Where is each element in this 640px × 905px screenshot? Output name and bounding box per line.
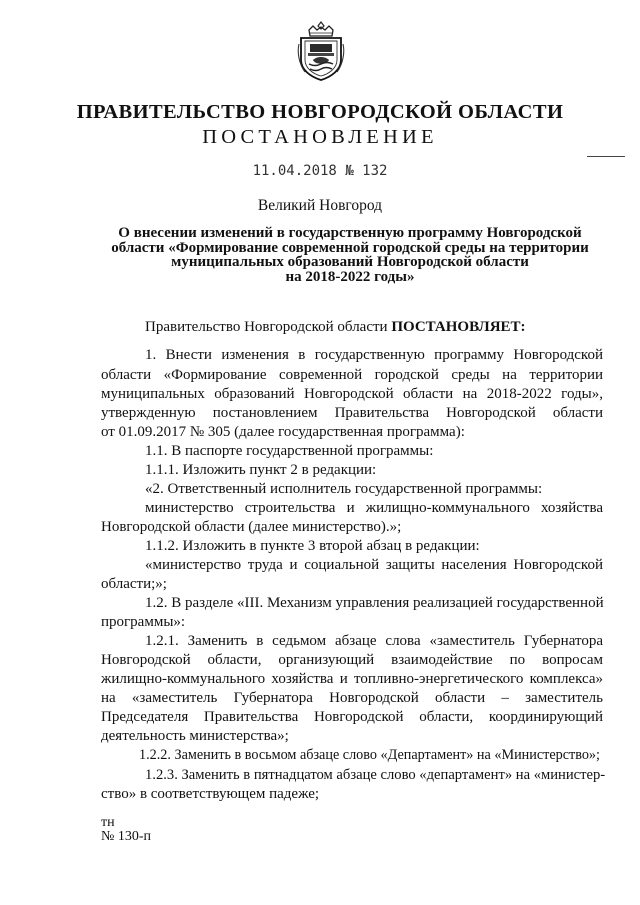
body-line: 1.2.2. Заменить в восьмом абзаце слово «Департамент» на «Министерство»; [139,747,600,763]
document-type: ПОСТАНОВЛЕНИЕ [202,126,438,148]
body-line: программы»: [101,614,186,630]
preamble [145,318,526,336]
body-line: Новгородской области, организующий взаимодействие по вопросам [101,652,603,668]
body-line: 1.1.1. Изложить пункт 2 в редакции: [145,462,377,478]
preamble-text: Правительство Новгородской области [145,319,392,335]
body-line: деятельность министерства»; [101,728,289,744]
body-line: 1. Внести изменения в государственную программу Новгородской [145,347,603,363]
body-line: 1.2.3. Заменить в пятнадцатом абзаце слово «департамент» на «министер- [145,767,606,783]
executor-initials: тн [101,815,115,830]
body-line: от 01.09.2017 № 305 (далее государственная программа): [101,424,465,440]
body-line: Новгородской области (далее министерство).»; [101,519,402,535]
subject-line: на 2018-2022 годы» [285,268,415,285]
document-subject [100,226,600,284]
body-line: области «Формирование современной городской среды на территории [101,367,603,383]
preamble-keyword: ПОСТАНОВЛЯЕТ: [391,319,526,335]
document-reference: № 130-п [101,829,152,844]
body-line: «2. Ответственный исполнитель государственной программы: [145,481,543,497]
body-line: на «заместитель Губернатора Новгородской области – заместитель [101,690,603,706]
body-line: жилищно-коммунального хозяйства и топливно-энергетического комплекса» [101,671,603,687]
subject-line: области «Формирование современной городской среды на территории [111,239,589,256]
body-line: министерство строительства и жилищно-коммунального хозяйства [145,500,603,516]
subject-line: О внесении изменений в государственную программу Новгородской [118,225,582,241]
body-line: «министерство труда и социальной защиты населения Новгородской [145,557,603,573]
body-line: 1.2.1. Заменить в седьмом абзаце слова «заместитель Губернатора [145,633,603,649]
body-line: ство» в соответствующем падеже; [101,786,320,802]
header-rule [587,156,625,157]
city-name: Великий Новгород [257,197,383,214]
body-line: 1.1. В паспорте государственной программы: [145,443,434,459]
body-line: Председателя Правительства Новгородской области, координирующий [101,709,603,725]
body-line: утвержденную постановлением Правительства Новгородской области [101,405,603,421]
government-name: ПРАВИТЕЛЬСТВО НОВГОРОДСКОЙ ОБЛАСТИ [76,101,564,123]
subject-line: муниципальных образований Новгородской области [171,254,529,271]
body-line: 1.2. В разделе «III. Механизм управления реализацией государственной [145,595,604,611]
coat-of-arms-icon [297,20,345,82]
body-line: области;»; [101,576,167,592]
body-line: 1.1.2. Изложить в пункте 3 второй абзац в редакции: [145,538,480,554]
body-line: муниципальных образований Новгородской области на 2018-2022 годы», [101,386,603,402]
date-and-number: 11.04.2018 № 132 [252,163,388,179]
